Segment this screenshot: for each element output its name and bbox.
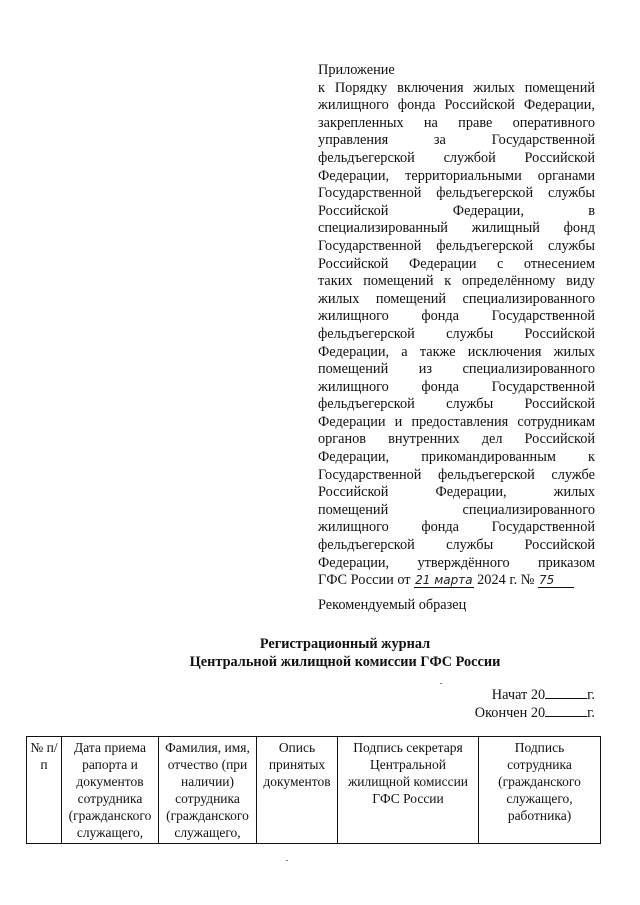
col-header-number: № п/п — [27, 737, 62, 844]
appendix-line: закрепленных на праве оперативного — [318, 114, 595, 131]
started-year-blank — [545, 686, 587, 699]
journal-title-line-2: Центральной жилищной комиссии ГФС России — [189, 653, 501, 670]
appendix-line: Федерации и предоставления сотрудникам — [318, 413, 595, 430]
appendix-line: помещений из специализированного — [318, 361, 595, 378]
appendix-line: таких помещений к определённому виду — [318, 273, 595, 290]
appendix-line: Приложение — [318, 62, 395, 78]
appendix-line: Государственной фельдъегерской службы — [318, 185, 595, 202]
started-label: Начат 20 — [491, 687, 546, 703]
finished-label: Окончен 20 — [474, 705, 546, 721]
appendix-line: Российской Федерации, жилых — [318, 484, 595, 501]
appendix-line: жилищного фонда Российской Федерации, — [318, 97, 595, 114]
finished-line — [475, 704, 595, 722]
journal-header-row — [27, 737, 601, 844]
started-suffix: г. — [587, 687, 595, 703]
finished-suffix: г. — [587, 705, 595, 721]
order-number-handwritten: 75 — [538, 574, 574, 588]
appendix-line: фельдъегерской службы Российской — [318, 325, 595, 342]
appendix-line: фельдъегерской службы Российской — [318, 396, 595, 413]
journal-title-line-1: Регистрационный журнал — [259, 636, 431, 652]
appendix-line: жилищного фонда Государственной — [318, 378, 595, 395]
appendix-line: Российской Федерации, в — [318, 202, 595, 219]
appendix-line: Государственной фельдъегерской службе — [318, 466, 595, 483]
journal-dates — [475, 686, 595, 722]
appendix-line: Федерации, прикомандированным к — [318, 449, 595, 466]
appendix-line: жилищного фонда Государственной — [318, 308, 595, 325]
col-header-date: Дата приема рапорта и документов сотрудника (гражданского служащего, — [62, 737, 159, 844]
appendix-line: Федерации, территориальными органами — [318, 167, 595, 184]
journal-table — [26, 736, 601, 844]
appendix-line: Российской Федерации с отнесением — [318, 255, 595, 272]
journal-title — [0, 636, 640, 671]
col-header-secretary-signature: Подпись секретаря Центральной жилищной комиссии ГФС России — [338, 737, 479, 844]
appendix-line: фельдъегерской службой Российской — [318, 149, 595, 166]
scan-speck — [286, 860, 288, 861]
scan-speck — [440, 683, 442, 684]
started-line — [475, 686, 595, 704]
appendix-block — [318, 62, 595, 590]
appendix-line: жилищного фонда Государственной — [318, 519, 595, 536]
appendix-line: жилых помещений специализированного — [318, 290, 595, 307]
appendix-line: специализированный жилищный фонд — [318, 220, 595, 237]
col-header-employee-signature: Подпись сотрудника (гражданского служащего, работника) — [479, 737, 601, 844]
order-middle: 2024 г. № — [477, 572, 535, 589]
order-line — [318, 572, 595, 590]
order-date-handwritten: 21 марта — [415, 573, 473, 588]
col-header-inventory: Опись принятых документов — [257, 737, 338, 844]
appendix-line: Федерации, а также исключения жилых — [318, 343, 595, 360]
appendix-line: Государственной фельдъегерской службы — [318, 237, 595, 254]
order-prefix: ГФС России от — [318, 572, 411, 589]
appendix-line: помещений специализированного — [318, 501, 595, 518]
appendix-line: органов внутренних дел Российской — [318, 431, 595, 448]
appendix-line: фельдъегерской службы Российской — [318, 537, 595, 554]
recommended-sample-label: Рекомендуемый образец — [318, 597, 467, 613]
appendix-line: к Порядку включения жилых помещений — [318, 79, 595, 96]
finished-year-blank — [545, 704, 587, 717]
appendix-line: управления за Государственной — [318, 132, 595, 149]
appendix-line: Федерации, утверждённого приказом — [318, 554, 595, 571]
col-header-name: Фамилия, имя, отчество (при наличии) сотрудника (гражданского служащего, — [159, 737, 257, 844]
